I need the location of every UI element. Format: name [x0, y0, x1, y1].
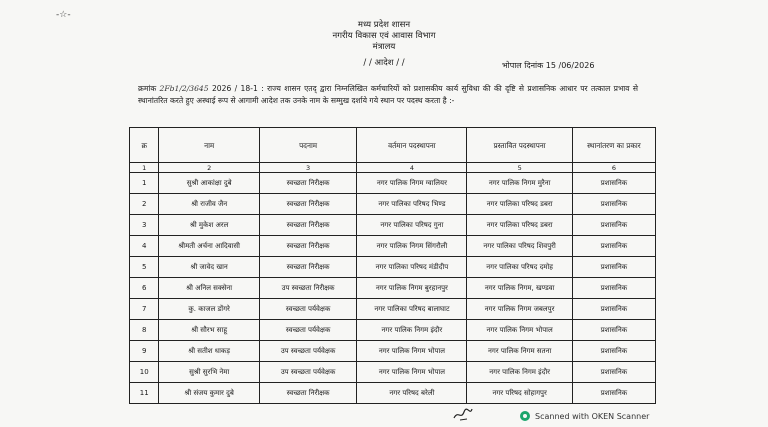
cell-transfer-type: प्रशासनिक — [572, 299, 655, 320]
column-number: 2 — [159, 163, 259, 173]
cell-proposed-posting: नगर परिषद सोहागपुर — [467, 383, 572, 404]
cell-sr: 2 — [130, 194, 159, 215]
cell-name: सुश्री सुरभि नेमा — [159, 362, 259, 383]
table-header-row — [130, 128, 656, 163]
cell-proposed-posting: नगर पालिक निगम भोपाल — [467, 320, 572, 341]
table-row — [130, 215, 656, 236]
cell-designation: उप स्वच्छता पर्यवेक्षक — [259, 362, 356, 383]
cell-sr: 6 — [130, 278, 159, 299]
cell-proposed-posting: नगर पालिका परिषद दमोह — [467, 257, 572, 278]
cell-designation: स्वच्छता निरीक्षक — [259, 236, 356, 257]
cell-designation: स्वच्छता निरीक्षक — [259, 383, 356, 404]
cell-name: श्रीमती अर्चना आदिवासी — [159, 236, 259, 257]
table-row — [130, 299, 656, 320]
col-header-name: नाम — [159, 128, 259, 163]
cell-name: श्री सौरभ साहू — [159, 320, 259, 341]
cell-current-posting: नगर पालिक निगम सिंगरौली — [357, 236, 467, 257]
col-header-sr: क्र — [130, 128, 159, 163]
cell-name: श्री अनिल सक्सेना — [159, 278, 259, 299]
cell-designation: उप स्वच्छता पर्यवेक्षक — [259, 341, 356, 362]
cell-designation: उप स्वच्छता निरीक्षक — [259, 278, 356, 299]
cell-proposed-posting: नगर पालिका परिषद डबरा — [467, 194, 572, 215]
cell-current-posting: नगर पालिक निगम भोपाल — [357, 341, 467, 362]
table-row — [130, 383, 656, 404]
cell-sr: 7 — [130, 299, 159, 320]
scanner-logo-icon — [520, 411, 530, 421]
cell-designation: स्वच्छता निरीक्षक — [259, 194, 356, 215]
table-row — [130, 173, 656, 194]
order-paragraph — [138, 83, 638, 106]
col-header-current: वर्तमान पदस्थापना — [357, 128, 467, 163]
signature — [452, 406, 474, 422]
cell-sr: 9 — [130, 341, 159, 362]
column-number: 3 — [259, 163, 356, 173]
scanner-watermark — [520, 411, 649, 421]
column-number: 5 — [467, 163, 572, 173]
table-row — [130, 341, 656, 362]
cell-proposed-posting: नगर पालिक निगम मुरैना — [467, 173, 572, 194]
cell-current-posting: नगर पालिक निगम भोपाल — [357, 362, 467, 383]
order-number-label: क्रमांक — [138, 84, 157, 93]
cell-current-posting: नगर पालिका परिषद भिण्ड — [357, 194, 467, 215]
cell-proposed-posting: नगर पालिक निगम सतना — [467, 341, 572, 362]
table-row — [130, 278, 656, 299]
cell-sr: 3 — [130, 215, 159, 236]
cell-transfer-type: प्रशासनिक — [572, 320, 655, 341]
cell-designation: स्वच्छता पर्यवेक्षक — [259, 320, 356, 341]
order-body: राज्य शासन एतद् द्वारा निम्नलिखित कर्मचारियों को प्रशासकीय कार्य सुविधा की की दृष्टि से प्रशासनिक आधार पर तत्काल प्रभाव से स्थानांतरित करते हुए अस्थाई रूप से आगामी आदेश तक उनके नाम के सम्मुख दर्शाये गये स्थान पर पदस्थ करता है :- — [138, 84, 638, 105]
cell-proposed-posting: नगर पालिका परिषद डबरा — [467, 215, 572, 236]
cell-transfer-type: प्रशासनिक — [572, 383, 655, 404]
cell-name: सुश्री आकांक्षा दुबे — [159, 173, 259, 194]
cell-transfer-type: प्रशासनिक — [572, 341, 655, 362]
order-title: / / आदेश / / — [363, 58, 405, 68]
scanner-text: Scanned with OKEN Scanner — [535, 411, 650, 421]
column-number-row — [130, 163, 656, 173]
cell-transfer-type: प्रशासनिक — [572, 173, 655, 194]
cell-current-posting: नगर पालिक निगम इंदौर — [357, 320, 467, 341]
cell-transfer-type: प्रशासनिक — [572, 194, 655, 215]
cell-proposed-posting: नगर पालिक निगम जबलपुर — [467, 299, 572, 320]
heading-government: मध्य प्रदेश शासन — [357, 20, 411, 30]
cell-current-posting: नगर परिषद बरेली — [357, 383, 467, 404]
cell-sr: 10 — [130, 362, 159, 383]
cell-sr: 4 — [130, 236, 159, 257]
cell-name: श्री संजय कुमार दुबे — [159, 383, 259, 404]
transfer-table — [129, 127, 656, 404]
column-number: 6 — [572, 163, 655, 173]
cell-proposed-posting: नगर पालिक निगम इंदौर — [467, 362, 572, 383]
table-row — [130, 320, 656, 341]
cell-sr: 1 — [130, 173, 159, 194]
order-number-suffix: 2026 / 18-1 : — [211, 84, 264, 93]
cell-designation: स्वच्छता निरीक्षक — [259, 215, 356, 236]
column-number: 4 — [357, 163, 467, 173]
cell-designation: स्वच्छता पर्यवेक्षक — [259, 299, 356, 320]
cell-transfer-type: प्रशासनिक — [572, 215, 655, 236]
cell-name: कु. काजल डोंगरे — [159, 299, 259, 320]
cell-current-posting: नगर पालिक निगम ग्वालियर — [357, 173, 467, 194]
cell-name: श्री मुकेश अरल — [159, 215, 259, 236]
cell-designation: स्वच्छता निरीक्षक — [259, 257, 356, 278]
col-header-proposed: प्रस्तावित पदस्थापना — [467, 128, 572, 163]
cell-current-posting: नगर पालिका परिषद बालाघाट — [357, 299, 467, 320]
cell-current-posting: नगर पालिका परिषद मंडीदीप — [357, 257, 467, 278]
cell-transfer-type: प्रशासनिक — [572, 278, 655, 299]
table-row — [130, 194, 656, 215]
cell-transfer-type: प्रशासनिक — [572, 362, 655, 383]
cell-sr: 11 — [130, 383, 159, 404]
cell-current-posting: नगर पालिक निगम बुरहानपुर — [357, 278, 467, 299]
column-number: 1 — [130, 163, 159, 173]
cell-proposed-posting: नगर पालिक निगम, खण्डवा — [467, 278, 572, 299]
cell-current-posting: नगर पालिका परिषद गुना — [357, 215, 467, 236]
cell-name: श्री जावेद खान — [159, 257, 259, 278]
table-row — [130, 236, 656, 257]
col-header-designation: पदनाम — [259, 128, 356, 163]
table-row — [130, 257, 656, 278]
cell-sr: 8 — [130, 320, 159, 341]
col-header-type: स्थानांतरण का प्रकार — [572, 128, 655, 163]
order-number-handwritten: 2Fb1/2/3645 — [159, 84, 209, 93]
cell-name: श्री सतीश धाकड़ — [159, 341, 259, 362]
cell-sr: 5 — [130, 257, 159, 278]
cell-name: श्री राजीव जैन — [159, 194, 259, 215]
cell-transfer-type: प्रशासनिक — [572, 236, 655, 257]
cell-designation: स्वच्छता निरीक्षक — [259, 173, 356, 194]
table-row — [130, 362, 656, 383]
cell-transfer-type: प्रशासनिक — [572, 257, 655, 278]
heading-ministry: मंत्रालय — [372, 42, 396, 52]
cell-proposed-posting: नगर पालिका परिषद शिवपुरी — [467, 236, 572, 257]
heading-department: नगरीय विकास एवं आवास विभाग — [332, 31, 436, 41]
date-line: भोपाल दिनांक 15 /06/2026 — [502, 61, 595, 70]
header-mark: -☆- — [56, 10, 71, 20]
